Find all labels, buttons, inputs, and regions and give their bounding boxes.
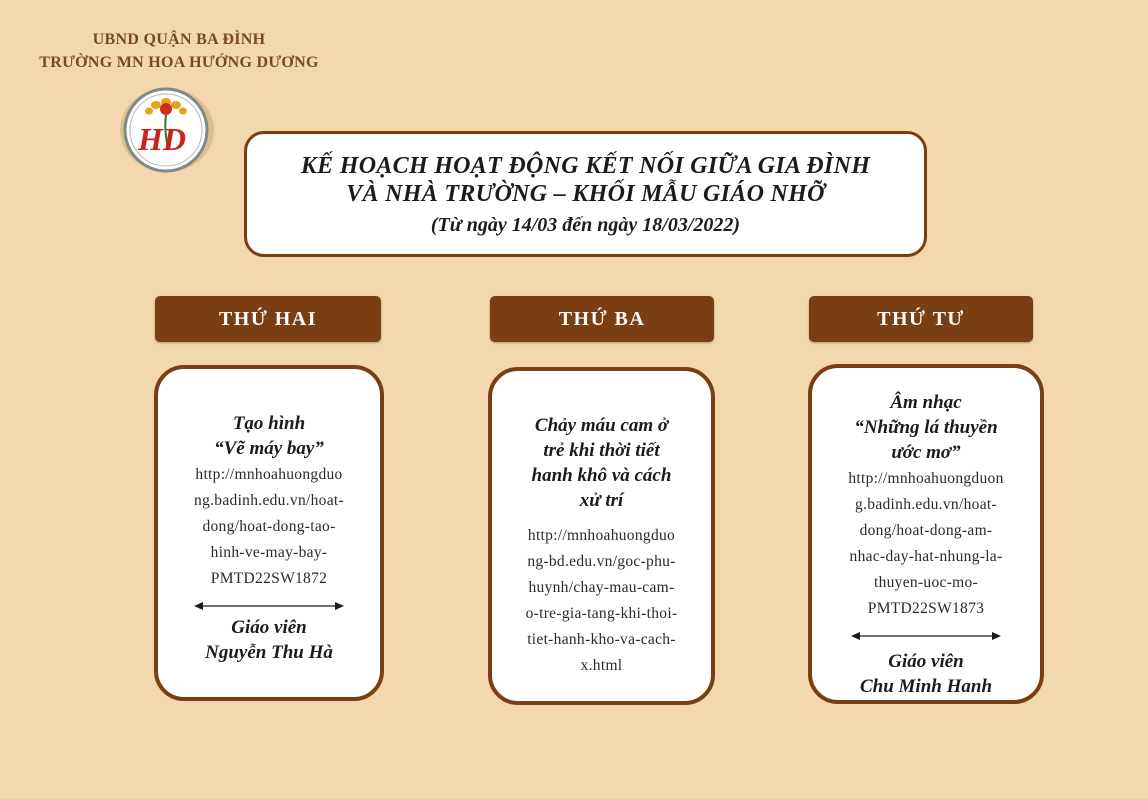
double-arrow-divider bbox=[194, 599, 344, 613]
activity-link[interactable]: http://mnhoahuongduon g.badinh.edu.vn/hoat- dong/hoat-dong-am- nhac-day-hat-nhung-la- thuyen-uoc-mo- PMTD22SW1873 bbox=[848, 470, 1004, 617]
activity-topic: “Vẽ máy bay” bbox=[214, 438, 324, 459]
activity-link[interactable]: http://mnhoahuongduo ng-bd.edu.vn/goc-phu- huynh/chay-mau-cam- o-tre-gia-tang-khi-thoi- tiet-hanh-kho-va-cach- x.html bbox=[525, 527, 678, 674]
org-line-2: TRƯỜNG MN HOA HƯỚNG DƯƠNG bbox=[39, 54, 319, 71]
activity-card-wednesday bbox=[808, 364, 1044, 704]
activity-topic-line-4: xử trí bbox=[579, 490, 624, 511]
activity-card-monday bbox=[154, 365, 384, 701]
activity-topic-line-1: Chảy máu cam ở bbox=[534, 415, 669, 436]
activity-topic-line-2: trẻ khi thời tiết bbox=[543, 440, 660, 461]
title-line-2: VÀ NHÀ TRƯỜNG – KHỐI MẪU GIÁO NHỠ bbox=[346, 181, 825, 207]
org-line-1: UBND QUẬN BA ĐÌNH bbox=[92, 31, 266, 48]
teacher-name: Nguyễn Thu Hà bbox=[205, 642, 333, 663]
teacher-title: Giáo viên bbox=[888, 651, 964, 672]
day-header-monday: THỨ HAI bbox=[155, 296, 381, 342]
school-header bbox=[0, 28, 358, 74]
activity-topic-line-2: ước mơ” bbox=[891, 442, 961, 463]
activity-subject: Tạo hình bbox=[232, 413, 306, 434]
activity-topic-line-3: hanh khô và cách bbox=[531, 465, 672, 486]
teacher-title: Giáo viên bbox=[231, 617, 307, 638]
day-header-wednesday: THỨ TƯ bbox=[809, 296, 1033, 342]
logo-letters: HD bbox=[138, 121, 186, 157]
activity-topic-line-1: “Những lá thuyền bbox=[854, 417, 998, 438]
double-arrow-divider bbox=[851, 629, 1001, 643]
school-logo bbox=[118, 86, 216, 174]
plan-title-box bbox=[244, 131, 927, 257]
activity-subject: Âm nhạc bbox=[890, 392, 962, 413]
activity-link[interactable]: http://mnhoahuongduo ng.badinh.edu.vn/hoat- dong/hoat-dong-tao- hinh-ve-may-bay- PMTD22SW1872 bbox=[194, 466, 344, 587]
day-header-tuesday: THỨ BA bbox=[490, 296, 714, 342]
title-line-1: KẾ HOẠCH HOẠT ĐỘNG KẾT NỐI GIỮA GIA ĐÌNH bbox=[300, 153, 871, 179]
activity-card-tuesday bbox=[488, 367, 715, 705]
title-date-range: (Từ ngày 14/03 đến ngày 18/03/2022) bbox=[430, 214, 741, 236]
teacher-name: Chu Minh Hanh bbox=[859, 676, 993, 697]
